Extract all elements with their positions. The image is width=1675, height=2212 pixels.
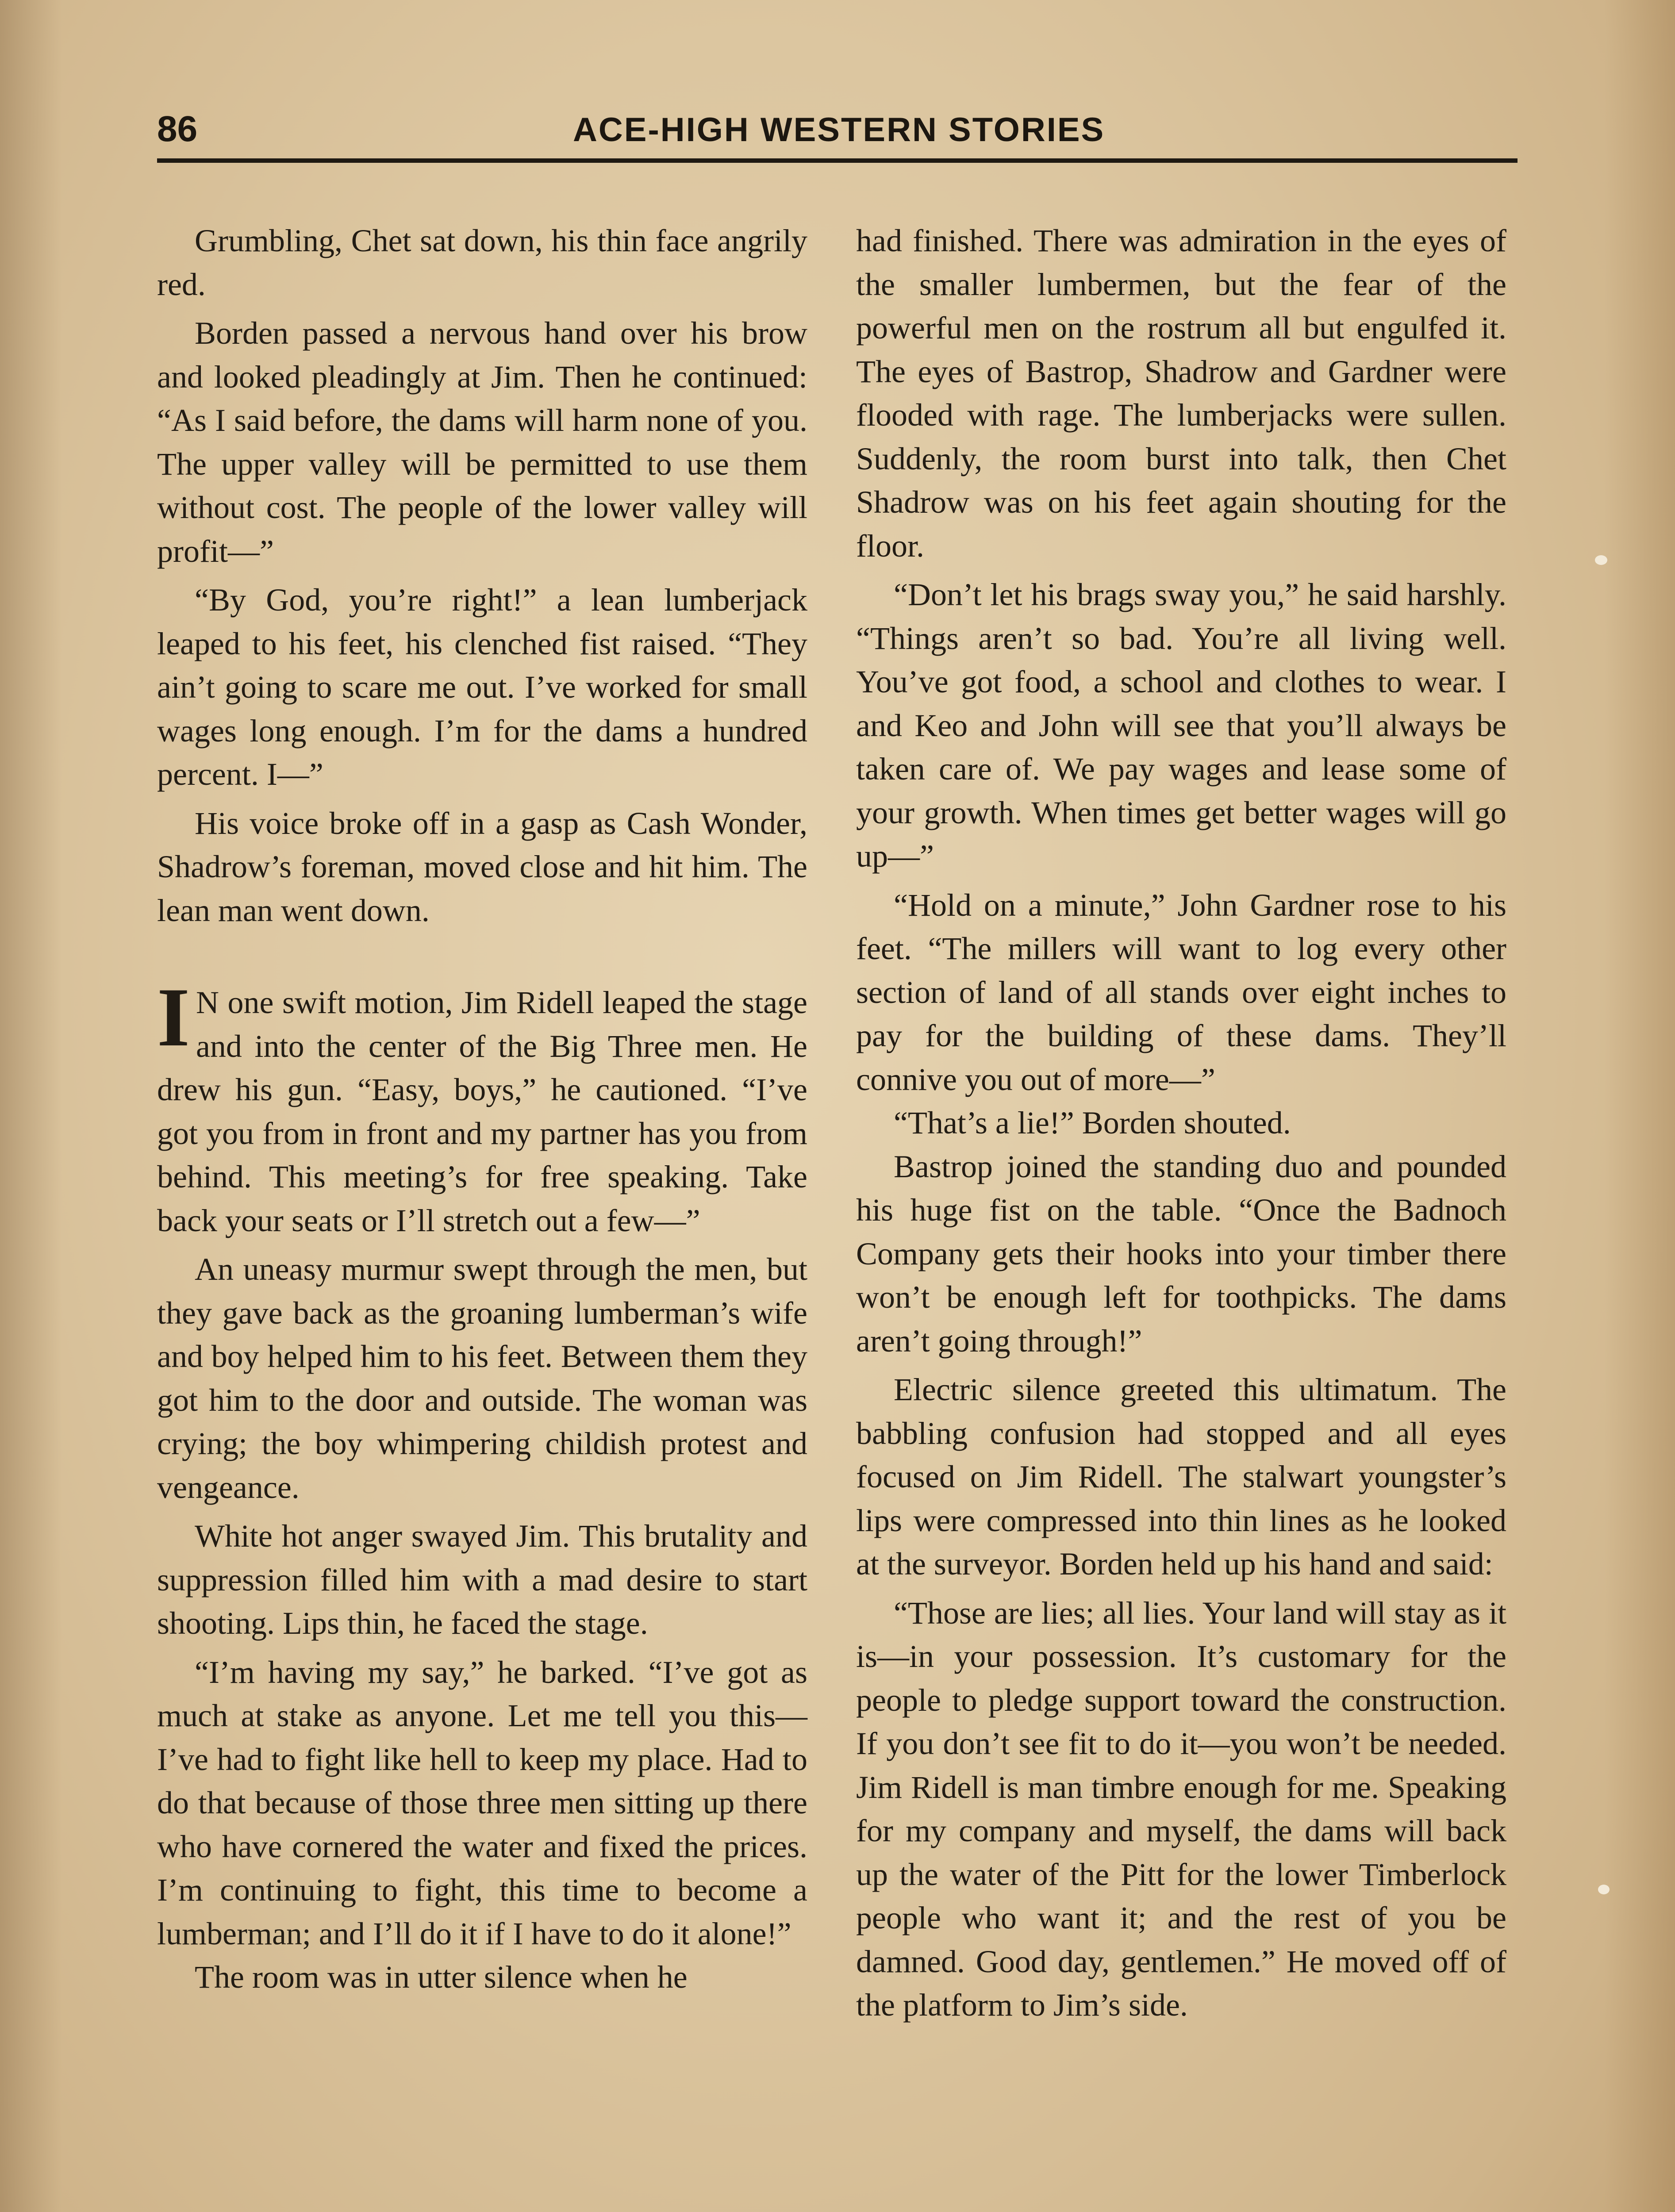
paragraph: The room was in utter silence when he [195,1959,688,1995]
paragraph: An uneasy murmur swept through the men, but they gave back as the groaning lumberman’s wife and boy helped him to his feet. Between them they got him to the door and outside. The woman was crying; the boy whimpering childish protest and vengeance. [157,1252,807,1505]
paragraph: “By God, you’re right!” a lean lumberjack leaped to his feet, his clenched fist raised. “They ain’t going to scare me out. I’ve worked for small wages long enough. I’m for the dams a hundred percent. I—” [157,582,807,792]
section-opening-paragraph [157,971,807,1242]
page-edge-shading [1604,0,1675,2212]
paragraph: Grumbling, Chet sat down, his thin face angrily red. [157,223,807,302]
paragraph: “That’s a lie!” Borden shouted. [894,1105,1291,1141]
page-header [157,108,1517,157]
paragraph: “Hold on a minute,” John Gardner rose to his feet. “The millers will want to log every other section of land of all stands over eight inches to pay for the building of these dams. They’ll connive you out of more—” [856,887,1506,1097]
left-column [157,219,807,1999]
paragraph: “Don’t let his brags sway you,” he said harshly. “Things aren’t so bad. You’re all living well. You’ve got food, a school and clothes to wear. I and Keo and John will see that you’ll always be taken care of. We pay wages and lease some of your growth. When times get better wages will go up—” [856,577,1506,874]
section-first-paragraph-text: N one swift motion, Jim Ridell leaped the stage and into the center of the Big Three men. He drew his gun. “Easy, boys,” he cautioned. “I’ve got you from in front and my partner has you from behind. This meeting’s for free speaking. Take back your seats or I’ll stretch out a few—” [157,985,807,1238]
drop-cap: I [157,971,190,1064]
paragraph: “I’m having my say,” he barked. “I’ve got as much at stake as anyone. Let me tell you this—I’ve had to fight like hell to keep my place. Had to do that because of those three men sitting up there who have cornered the water and fixed the prices. I’m continuing to fight, this time to become a lumberman; and I’ll do it if I have to do it alone!” [157,1654,807,1951]
paper-blemish [1598,1885,1610,1894]
spine-shadow [0,0,62,2212]
paper-blemish [1595,555,1607,565]
header-rule [157,158,1517,163]
paragraph: Borden passed a nervous hand over his brow and looked pleadingly at Jim. Then he continued: “As I said before, the dams will harm none of you. The upper valley will be permitted to use them without cost. The people of the lower valley will profit—” [157,315,807,569]
paragraph: Bastrop joined the standing duo and pounded his huge fist on the table. “Once the Badnoch Company gets their hooks into your timber there won’t be enough left for toothpicks. The dams aren’t going through!” [856,1148,1506,1359]
page-number: 86 [157,109,198,149]
paragraph: White hot anger swayed Jim. This brutality and suppression filled him with a mad desire to start shooting. Lips thin, he faced the stage. [157,1518,807,1641]
paragraph: “Those are lies; all lies. Your land will stay as it is—in your possession. It’s customary for the people to pledge support toward the construction. If you don’t see fit to do it—you won’t be needed. Jim Ridell is man timbre enough for me. Speaking for my company and myself, the dams will back up the water of the Pitt for the lower Timberlock people who want it; and the rest of you be damned. Good day, gentlemen.” He moved off of the platform to Jim’s side. [856,1595,1506,2023]
continued-paragraph: had finished. There was admiration in the eyes of the smaller lumbermen, but the fear of the powerful men on the rostrum all but engulfed it. The eyes of Bastrop, Shadrow and Gardner were flooded with rage. The lumberjacks were sullen. Suddenly, the room burst into talk, then Chet Shadrow was on his feet again shouting for the floor. [856,223,1506,564]
right-column [856,219,1506,2027]
paragraph: Electric silence greeted this ultimatum. The babbling confusion had stopped and all eyes focused on Jim Ridell. The stalwart youngster’s lips were compressed into thin lines as he looked at the surveyor. Borden held up his hand and said: [856,1372,1506,1582]
paragraph: His voice broke off in a gasp as Cash Wonder, Shadrow’s foreman, moved close and hit him. The lean man went down. [157,805,807,928]
running-title: ACE-HIGH WESTERN STORIES [573,111,1105,149]
